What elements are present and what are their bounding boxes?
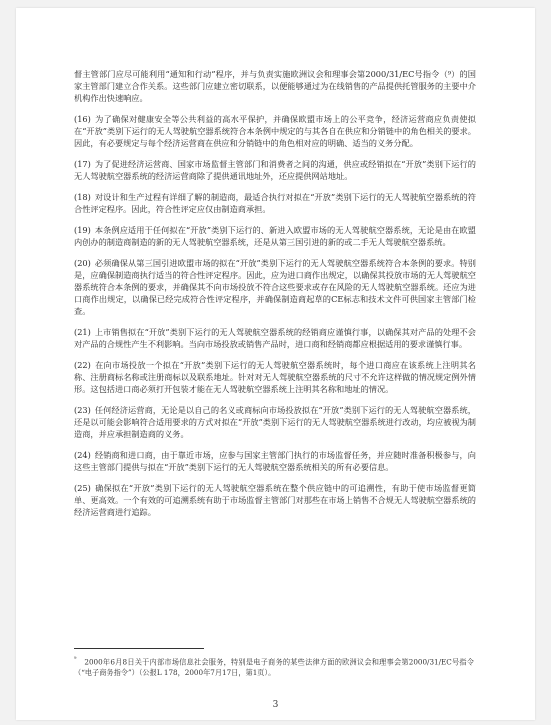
paragraph	[74, 224, 476, 248]
paragraph-text: 本条例应适用于任何拟在“开放”类别下运行的、新进入欧盟市场的无人驾驶航空器系统，无论是由在欧盟内创办的制造商制造的新的无人驾驶航空器系统，还是从第三国引进的新的或二手无人驾驶航空器系统。	[74, 225, 476, 247]
paragraph-text: 经销商和进口商，由于靠近市场，应参与国家主管部门执行的市场监督任务，并应随时准备积极参与，向这些主管部门提供与拟在“开放”类别下运行的无人驾驶航空器系统相关的所有必要信息。	[74, 450, 476, 472]
paragraph-number: (24)	[74, 450, 91, 460]
paragraph	[74, 68, 476, 104]
paragraph	[74, 257, 476, 317]
paragraph	[74, 191, 476, 215]
paragraph	[74, 326, 476, 350]
paragraph	[74, 449, 476, 473]
paragraph	[74, 482, 476, 518]
paragraph-text: 为了确保对健康安全等公共利益的高水平保护，并确保欧盟市场上的公平竞争，经济运营商应负责使拟在“开放”类别下运行的无人驾驶航空器系统符合本条例中规定的与其各自在供应和分销链中的角色相关的要求。因此，有必要规定与每个经济运营商在供应和分销链中的角色相对应的明确、适当的义务分配。	[74, 114, 476, 148]
paragraph	[74, 113, 476, 149]
paragraph-text: 为了促进经济运营商、国家市场监督主管部门和消费者之间的沟通，供应或经销拟在“开放”类别下运行的无人驾驶航空器系统的经济运营商除了提供通讯地址外，还应提供网站地址。	[74, 159, 476, 181]
paragraph-text: 任何经济运营商，无论是以自己的名义或商标向市场投放拟在“开放”类别下运行的无人驾驶航空器系统，还是以可能会影响符合适用要求的方式对拟在“开放”类别下运行的无人驾驶航空器系统进行改动，均应被视为制造商，并应承担制造商的义务。	[74, 405, 476, 439]
paragraph-number: (25)	[74, 483, 91, 493]
paragraph-text: 督主管部门应尽可能利用“通知和行动”程序，并与负责实施欧洲议会和理事会第2000/31/EC号指令（⁹）的国家主管部门建立合作关系。这些部门应建立密切联系，以便能够通过为在线销售的产品提供托管服务的主要中介机构作出快速响应。	[74, 69, 476, 103]
paragraph-number: (18)	[74, 192, 91, 202]
page-body	[74, 68, 476, 527]
paragraph-number: (16)	[74, 114, 91, 124]
paragraph-number: (21)	[74, 327, 91, 337]
footnote-text: 2000年6月8日关于内部市场信息社会服务，特别是电子商务的某些法律方面的欧洲议会和理事会第2000/31/EC号指令（“电子商务指令”）（公报L 178，2000年7月17日，第1页）。	[74, 657, 474, 678]
paragraph-text: 在向市场投放一个拟在“开放”类别下运行的无人驾驶航空器系统时，每个进口商应在该系统上注明其名称、注册商标名称或注册商标以及联系地址。针对对无人驾驶航空器系统的尺寸不允许这样做的情况规定例外情形。这包括进口商必须打开包装才能在无人驾驶航空器系统上注明其名称和地址的情况。	[74, 360, 476, 394]
footnote	[74, 654, 474, 678]
footnote-mark: ⁹	[74, 656, 77, 663]
paragraph-text: 必须确保从第三国引进欧盟市场的拟在“开放”类别下运行的无人驾驶航空器系统符合本条例的要求。特别是，应确保制造商执行适当的符合性评定程序。因此，应为进口商作出规定，以确保其投放市场的无人驾驶航空器系统符合本条例的要求，并确保其不向市场投放不符合这些要求或存在风险的无人驾驶航空器系统。还应为进口商作出规定，以确保已经完成符合性评定程序，并确保制造商起草的CE标志和技术文件可供国家主管部门检查。	[74, 258, 476, 316]
document-page	[16, 8, 535, 720]
paragraph-text: 上市销售拟在“开放”类别下运行的无人驾驶航空器系统的经销商应谨慎行事，以确保其对产品的处理不会对产品的合规性产生不利影响。当向市场投放或销售产品时，进口商和经销商都应根据适用的要求谨慎行事。	[74, 327, 476, 349]
paragraph	[74, 158, 476, 182]
paragraph	[74, 404, 476, 440]
paragraph-number: (22)	[74, 360, 91, 370]
footnote-separator	[74, 648, 204, 649]
paragraph	[74, 359, 476, 395]
paragraph-text: 确保拟在“开放”类别下运行的无人驾驶航空器系统在整个供应链中的可追溯性，有助于使市场监督更简单、更高效。一个有效的可追溯系统有助于市场监督主管部门对那些在市场上销售不合规无人驾驶航空器系统的经济运营商进行追踪。	[74, 483, 476, 517]
paragraph-number: (17)	[74, 159, 91, 169]
page-number: 3	[272, 700, 279, 710]
paragraph-text: 对设计和生产过程有详细了解的制造商，最适合执行对拟在“开放”类别下运行的无人驾驶航空器系统的符合性评定程序。因此，符合性评定应仅由制造商承担。	[74, 192, 476, 214]
paragraph-number: (20)	[74, 258, 91, 268]
paragraph-number: (19)	[74, 225, 91, 235]
paragraph-number: (23)	[74, 405, 91, 415]
